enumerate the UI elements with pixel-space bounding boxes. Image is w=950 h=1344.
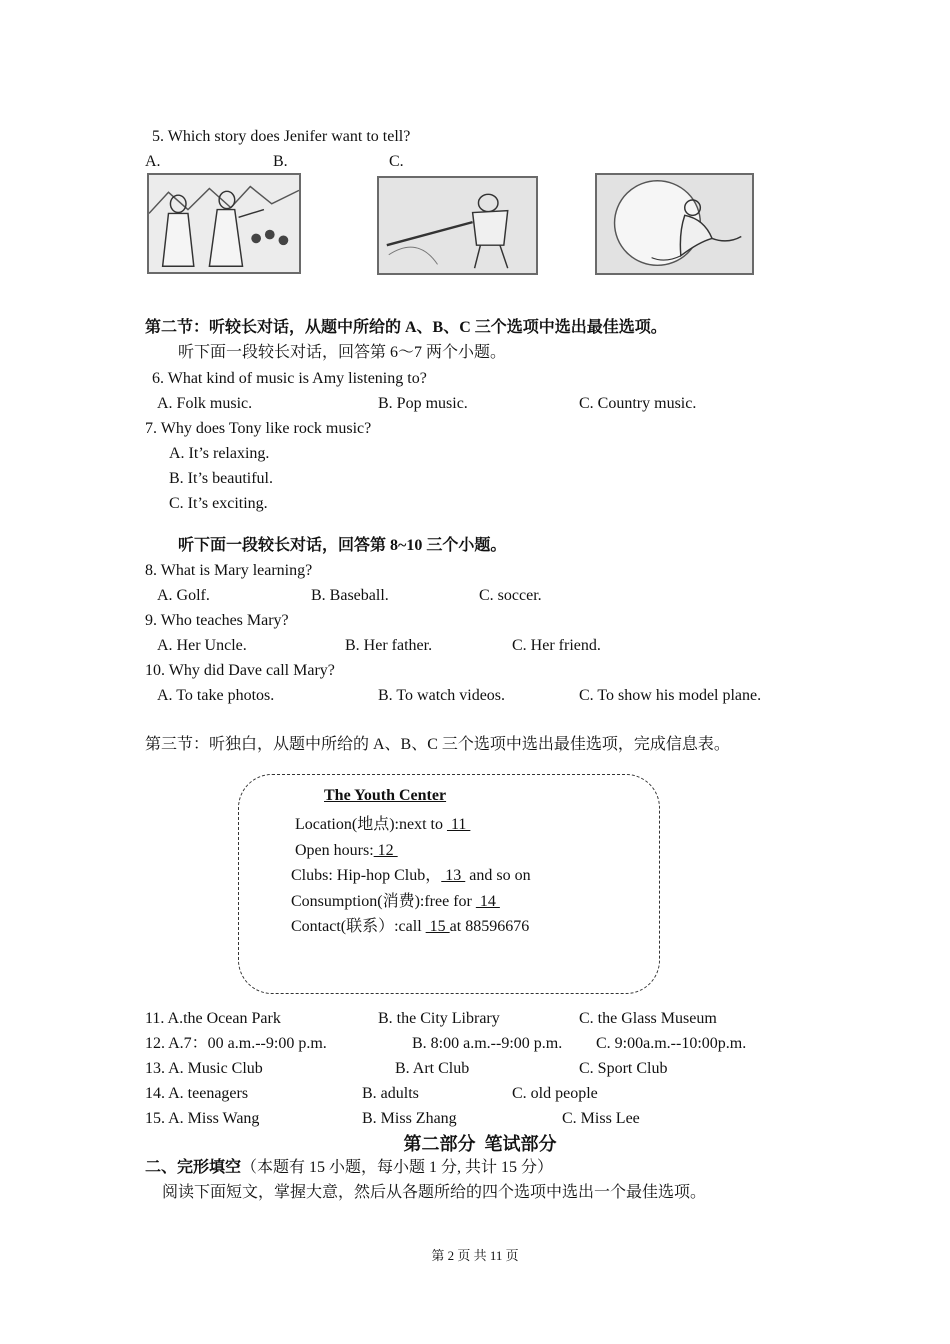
q13-option-c: C. Sport Club — [579, 1060, 668, 1077]
q5-option-b-label: B. — [273, 153, 288, 170]
section2-heading: 第二节：听较长对话，从题中所给的 A、B、C 三个选项中选出最佳选项。 — [145, 319, 667, 336]
story-picture-c — [595, 173, 754, 275]
blank-12: 12 — [373, 842, 398, 859]
section2-intro: 听下面一段较长对话，回答第 6～7 两个小题。 — [178, 344, 507, 361]
q14-option-b: B. adults — [362, 1085, 419, 1102]
info-consumption-label: Consumption(消费):free for — [291, 893, 476, 910]
q11-option-b: B. the City Library — [378, 1010, 500, 1027]
q12-option-b: B. 8:00 a.m.--9:00 p.m. — [412, 1035, 563, 1052]
part2-title: 第二部分 笔试部分 — [403, 1134, 557, 1154]
q5-option-a-label: A. — [145, 153, 161, 170]
q10-question: 10. Why did Dave call Mary? — [145, 662, 335, 679]
info-location-label: Location(地点):next to — [295, 816, 447, 833]
blank-11: 11 — [446, 816, 471, 833]
q13-option-a: 13. A. Music Club — [145, 1060, 263, 1077]
info-hours-label: Open hours: — [295, 842, 374, 859]
q8-question: 8. What is Mary learning? — [145, 562, 313, 579]
page-footer: 第 2 页 共 11 页 — [431, 1248, 519, 1263]
q9-option-b: B. Her father. — [345, 637, 433, 654]
q9-option-c: C. Her friend. — [512, 637, 601, 654]
blank-13: 13 — [441, 867, 466, 884]
q9-question: 9. Who teaches Mary? — [145, 612, 289, 629]
q6-question: 6. What kind of music is Amy listening to? — [152, 370, 427, 387]
info-contact-label: Contact(联系）:call — [291, 918, 426, 935]
q12-option-c: C. 9:00a.m.--10:00p.m. — [596, 1035, 747, 1052]
info-table-title: The Youth Center — [324, 787, 447, 804]
q5-question: 5. Which story does Jenifer want to tell? — [152, 128, 411, 145]
blank-14: 14 — [475, 893, 500, 910]
info-clubs-row — [291, 866, 531, 886]
cloze-heading-bold: 二、完形填空 — [145, 1159, 242, 1176]
cloze-heading-rest: （本题有 15 小题，每小题 1 分, 共计 15 分） — [241, 1159, 554, 1176]
q15-option-c: C. Miss Lee — [562, 1110, 640, 1127]
q7-option-c: C. It’s exciting. — [169, 495, 268, 512]
info-clubs-tail: and so on — [465, 867, 531, 884]
q11-option-a: 11. A.the Ocean Park — [145, 1010, 281, 1027]
info-contact-row — [291, 917, 529, 937]
q14-option-c: C. old people — [512, 1085, 598, 1102]
q6-option-a: A. Folk music. — [157, 395, 253, 412]
blank-15: 15 — [425, 918, 450, 935]
q15-option-b: B. Miss Zhang — [362, 1110, 457, 1127]
q10-option-c: C. To show his model plane. — [579, 687, 762, 704]
q7-option-a: A. It’s relaxing. — [169, 445, 270, 462]
q7-option-b: B. It’s beautiful. — [169, 470, 273, 487]
q6-option-c: C. Country music. — [579, 395, 697, 412]
q8-option-b: B. Baseball. — [311, 587, 389, 604]
q8-option-c: C. soccer. — [479, 587, 542, 604]
story-picture-b — [377, 176, 538, 275]
q5-option-c-label: C. — [389, 153, 404, 170]
q7-question: 7. Why does Tony like rock music? — [145, 420, 372, 437]
q12-option-a: 12. A.7：00 a.m.--9:00 p.m. — [145, 1035, 327, 1052]
q15-option-a: 15. A. Miss Wang — [145, 1110, 260, 1127]
q10-option-a: A. To take photos. — [157, 687, 275, 704]
cloze-intro: 阅读下面短文，掌握大意，然后从各题所给的四个选项中选出一个最佳选项。 — [162, 1184, 707, 1201]
q11-option-c: C. the Glass Museum — [579, 1010, 717, 1027]
q6-option-b: B. Pop music. — [378, 395, 468, 412]
section3-heading: 第三节：听独白，从题中所给的 A、B、C 三个选项中选出最佳选项，完成信息表。 — [145, 736, 730, 753]
info-clubs-label: Clubs: Hip-hop Club， — [291, 867, 442, 884]
story-picture-a — [147, 173, 301, 274]
info-location-row — [295, 815, 470, 835]
q9-option-a: A. Her Uncle. — [157, 637, 247, 654]
q10-option-b: B. To watch videos. — [378, 687, 506, 704]
q14-option-a: 14. A. teenagers — [145, 1085, 249, 1102]
info-hours-row — [295, 841, 398, 861]
q8-option-a: A. Golf. — [157, 587, 210, 604]
cloze-heading — [145, 1158, 553, 1178]
section2-intro2: 听下面一段较长对话，回答第 8~10 三个小题。 — [178, 537, 507, 554]
info-contact-tail: at 88596676 — [449, 918, 530, 935]
q13-option-b: B. Art Club — [395, 1060, 470, 1077]
info-consumption-row — [291, 892, 500, 912]
